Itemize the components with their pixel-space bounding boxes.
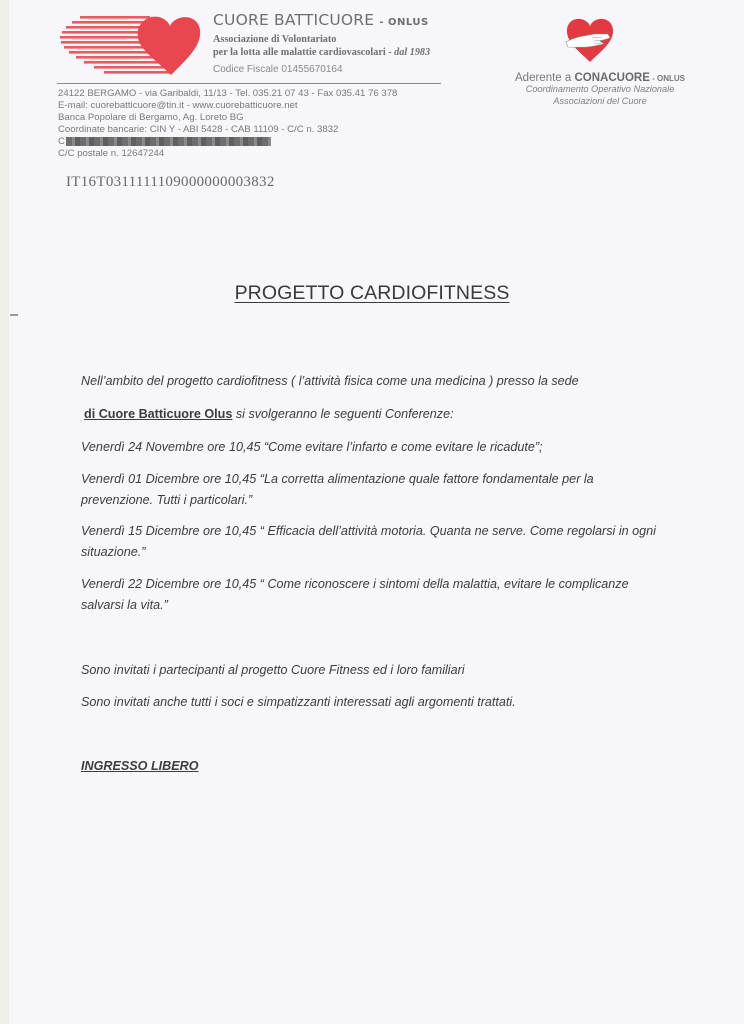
- invitation-line-2: Sono invitati anche tutti i soci e simpatizzanti interessati agli argomenti trattati.: [81, 695, 516, 709]
- org-tagline: [213, 33, 430, 59]
- contact-block: [58, 88, 397, 160]
- affiliation-name: CONACUORE: [574, 72, 650, 84]
- iban-handwritten: IT16T0311111109000000003832: [66, 174, 275, 190]
- intro-line-1: Nell’ambito del progetto cardiofitness ( l’attività fisica come una medicina ) presso la sede: [81, 374, 579, 388]
- intro-line-2: [84, 404, 684, 425]
- contact-bank-coords: Coordinate bancarie: CIN Y - ABI 5428 - CAB 11109 - C/C n. 3832: [58, 124, 339, 135]
- org-suffix: - ONLUS: [379, 17, 429, 28]
- affiliation-title: [490, 72, 710, 84]
- org-name-text: CUORE BATTICUORE: [213, 11, 375, 29]
- tagline-since: dal 1983: [394, 47, 431, 58]
- conference-item: Venerdì 24 Novembre ore 10,45 “Come evitare l’infarto e come evitare le ricadute”;: [81, 440, 543, 454]
- contact-redacted-line: [58, 136, 397, 148]
- conference-item: Venerdì 01 Dicembre ore 10,45 “La corretta alimentazione quale fattore fondamentale per la prevenzione. Tutti i particolari.”: [81, 472, 594, 507]
- tagline-line-1: Associazione di Volontariato: [213, 34, 337, 45]
- contact-bank: Banca Popolare di Bergamo, Ag. Loreto BG: [58, 112, 244, 123]
- affiliation-prefix: Aderente a: [515, 72, 575, 84]
- punch-mark: [10, 314, 18, 316]
- conference-item: Venerdì 22 Dicembre ore 10,45 “ Come riconoscere i sintomi della malattia, evitare le complicanze salvarsi la vita.”: [81, 577, 629, 612]
- document-title: [0, 282, 744, 305]
- contact-postal: C/C postale n. 12647244: [58, 148, 165, 159]
- heart-handshake-icon: [564, 14, 616, 64]
- affiliation-block: [490, 72, 710, 107]
- affiliation-suffix: - ONLUS: [649, 74, 685, 83]
- heart-speed-lines-icon: [58, 10, 203, 76]
- intro-line-2-rest: si svolgeranno le seguenti Conferenze:: [232, 407, 454, 421]
- redacted-prefix: C: [58, 136, 65, 147]
- contact-email-web: E-mail: cuorebatticuore@tin.it - www.cuorebatticuore.net: [58, 100, 298, 111]
- redaction-bar: [66, 137, 271, 146]
- affiliation-line-1: Coordinamento Operativo Nazionale: [525, 84, 675, 94]
- header-divider: [57, 83, 441, 84]
- venue-name: di Cuore Batticuore Olus: [84, 407, 233, 421]
- tagline-line-2: per la lotta alle malattie cardiovascolari -: [213, 47, 395, 58]
- free-entry-notice: INGRESSO LIBERO: [81, 759, 199, 773]
- codice-fiscale: Codice Fiscale 01455670164: [213, 64, 343, 75]
- document-title-text: PROGETTO CARDIOFITNESS: [234, 282, 510, 304]
- conference-item: Venerdì 15 Dicembre ore 10,45 “ Efficacia dell’attività motoria. Quanta ne serve. Come regolarsi in ogni situazione.”: [81, 524, 656, 559]
- org-name: [213, 11, 429, 29]
- invitation-line-1: Sono invitati i partecipanti al progetto Cuore Fitness ed i loro familiari: [81, 663, 465, 677]
- contact-address: 24122 BERGAMO - via Garibaldi, 11/13 - Tel. 035.21 07 43 - Fax 035.41 76 378: [58, 88, 398, 99]
- scan-edge: [0, 0, 9, 1024]
- affiliation-line-2: Associazioni del Cuore: [553, 95, 647, 106]
